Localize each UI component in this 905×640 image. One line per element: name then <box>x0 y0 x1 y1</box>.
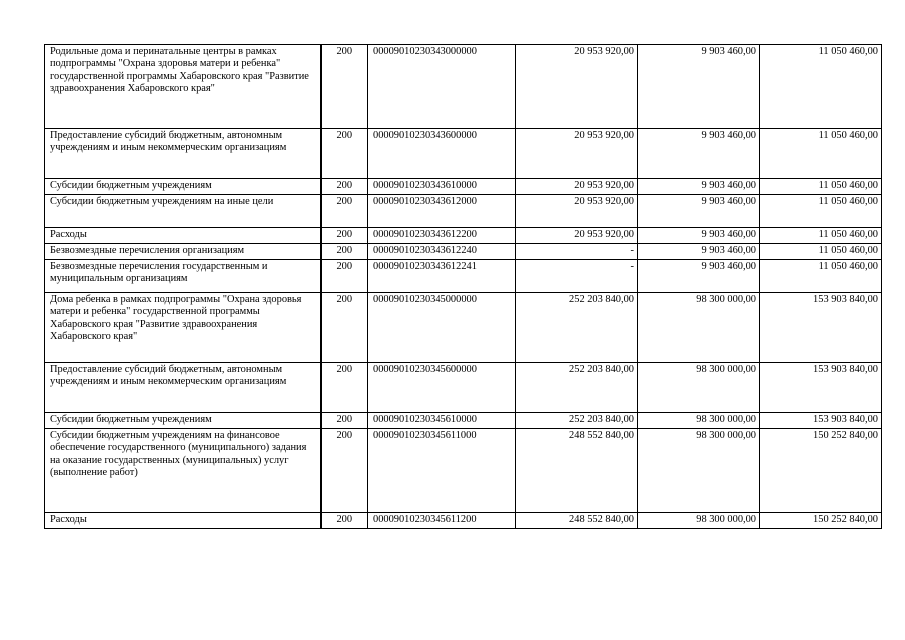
amount-cell-2: 98 300 000,00 <box>638 363 760 413</box>
amount-cell-3: 11 050 460,00 <box>760 179 882 195</box>
classification-code-cell: 00009010230343600000 <box>368 129 516 179</box>
table-row <box>45 293 882 363</box>
classification-code-cell: 00009010230343612200 <box>368 228 516 244</box>
admin-code-cell: 200 <box>321 363 368 413</box>
admin-code-cell: 200 <box>321 244 368 260</box>
expense-name-cell: Субсидии бюджетным учреждениям <box>45 413 321 429</box>
amount-cell-2: 9 903 460,00 <box>638 228 760 244</box>
amount-cell-2: 9 903 460,00 <box>638 45 760 129</box>
amount-cell-3: 11 050 460,00 <box>760 129 882 179</box>
amount-cell-1: 248 552 840,00 <box>516 513 638 529</box>
amount-cell-2: 9 903 460,00 <box>638 244 760 260</box>
amount-cell-1: 252 203 840,00 <box>516 363 638 413</box>
amount-cell-1: 20 953 920,00 <box>516 45 638 129</box>
amount-cell-1: 20 953 920,00 <box>516 195 638 228</box>
expense-name-cell: Субсидии бюджетным учреждениям <box>45 179 321 195</box>
amount-cell-1: 248 552 840,00 <box>516 429 638 513</box>
expense-name-cell: Предоставление субсидий бюджетным, автономным учреждениям и иным некоммерческим организациям <box>45 363 321 413</box>
amount-cell-1: - <box>516 260 638 293</box>
amount-cell-3: 153 903 840,00 <box>760 293 882 363</box>
admin-code-cell: 200 <box>321 413 368 429</box>
amount-cell-2: 98 300 000,00 <box>638 413 760 429</box>
classification-code-cell: 00009010230345611200 <box>368 513 516 529</box>
expense-name-cell: Субсидии бюджетным учреждениям на иные цели <box>45 195 321 228</box>
admin-code-cell: 200 <box>321 429 368 513</box>
classification-code-cell: 00009010230343000000 <box>368 45 516 129</box>
amount-cell-2: 9 903 460,00 <box>638 129 760 179</box>
admin-code-cell: 200 <box>321 179 368 195</box>
table-row <box>45 129 882 179</box>
expense-name-cell: Безвозмездные перечисления государственным и муниципальным организациям <box>45 260 321 293</box>
amount-cell-2: 9 903 460,00 <box>638 260 760 293</box>
expense-name-cell: Предоставление субсидий бюджетным, автономным учреждениям и иным некоммерческим организациям <box>45 129 321 179</box>
admin-code-cell: 200 <box>321 513 368 529</box>
table-row <box>45 363 882 413</box>
table-row <box>45 195 882 228</box>
amount-cell-1: - <box>516 244 638 260</box>
budget-table <box>44 44 882 529</box>
amount-cell-3: 11 050 460,00 <box>760 195 882 228</box>
table-row <box>45 513 882 529</box>
expense-name-cell: Родильные дома и перинатальные центры в рамках подпрограммы "Охрана здоровья матери и ребенка" государственной программы Хабаровского края "Развитие здравоохранения Хабаровского края" <box>45 45 321 129</box>
amount-cell-2: 9 903 460,00 <box>638 179 760 195</box>
amount-cell-3: 153 903 840,00 <box>760 363 882 413</box>
classification-code-cell: 00009010230345610000 <box>368 413 516 429</box>
table-row <box>45 179 882 195</box>
amount-cell-2: 98 300 000,00 <box>638 429 760 513</box>
amount-cell-3: 11 050 460,00 <box>760 45 882 129</box>
amount-cell-2: 98 300 000,00 <box>638 513 760 529</box>
expense-name-cell: Расходы <box>45 228 321 244</box>
document-page <box>44 44 881 529</box>
amount-cell-2: 9 903 460,00 <box>638 195 760 228</box>
admin-code-cell: 200 <box>321 45 368 129</box>
expense-name-cell: Безвозмездные перечисления организациям <box>45 244 321 260</box>
classification-code-cell: 00009010230345000000 <box>368 293 516 363</box>
table-row <box>45 413 882 429</box>
admin-code-cell: 200 <box>321 195 368 228</box>
table-row <box>45 244 882 260</box>
amount-cell-3: 11 050 460,00 <box>760 228 882 244</box>
amount-cell-3: 11 050 460,00 <box>760 244 882 260</box>
amount-cell-1: 252 203 840,00 <box>516 293 638 363</box>
amount-cell-3: 150 252 840,00 <box>760 513 882 529</box>
amount-cell-3: 153 903 840,00 <box>760 413 882 429</box>
classification-code-cell: 00009010230343612241 <box>368 260 516 293</box>
amount-cell-3: 11 050 460,00 <box>760 260 882 293</box>
table-row <box>45 45 882 129</box>
expense-name-cell: Дома ребенка в рамках подпрограммы "Охрана здоровья матери и ребенка" государственной программы Хабаровского края "Развитие здравоохранения Хабаровского края" <box>45 293 321 363</box>
amount-cell-1: 20 953 920,00 <box>516 129 638 179</box>
admin-code-cell: 200 <box>321 293 368 363</box>
classification-code-cell: 00009010230343612240 <box>368 244 516 260</box>
amount-cell-1: 20 953 920,00 <box>516 179 638 195</box>
admin-code-cell: 200 <box>321 228 368 244</box>
amount-cell-3: 150 252 840,00 <box>760 429 882 513</box>
classification-code-cell: 00009010230343612000 <box>368 195 516 228</box>
classification-code-cell: 00009010230343610000 <box>368 179 516 195</box>
amount-cell-2: 98 300 000,00 <box>638 293 760 363</box>
expense-name-cell: Субсидии бюджетным учреждениям на финансовое обеспечение государственного (муниципального) задания на оказание государственных (муниципальных) услуг (выполнение работ) <box>45 429 321 513</box>
table-row <box>45 429 882 513</box>
classification-code-cell: 00009010230345611000 <box>368 429 516 513</box>
table-row <box>45 228 882 244</box>
amount-cell-1: 20 953 920,00 <box>516 228 638 244</box>
expense-name-cell: Расходы <box>45 513 321 529</box>
table-row <box>45 260 882 293</box>
amount-cell-1: 252 203 840,00 <box>516 413 638 429</box>
classification-code-cell: 00009010230345600000 <box>368 363 516 413</box>
admin-code-cell: 200 <box>321 260 368 293</box>
admin-code-cell: 200 <box>321 129 368 179</box>
